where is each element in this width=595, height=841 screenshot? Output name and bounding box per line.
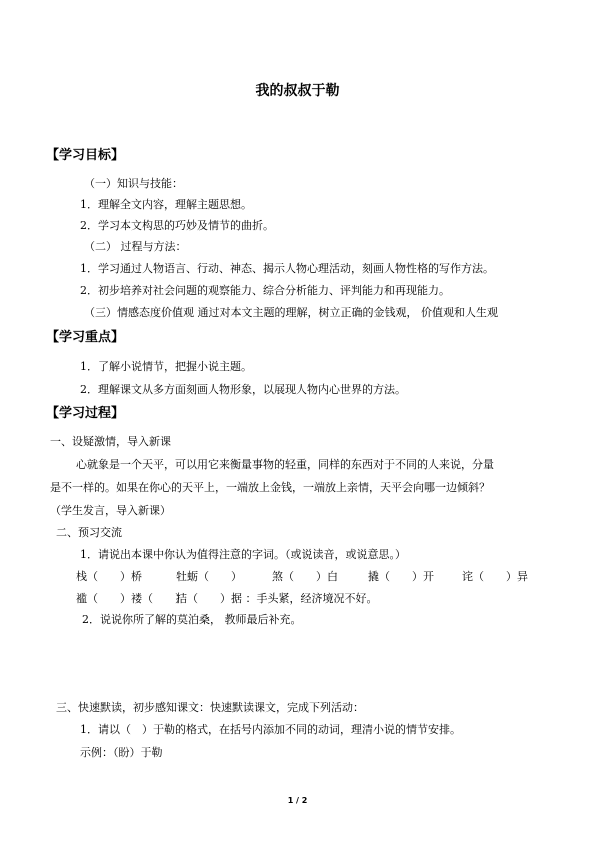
goals-heading: 【学习目标】 xyxy=(46,148,125,163)
page-number: 1 / 2 xyxy=(287,796,308,805)
vocab-item: 栈（ ）桥 xyxy=(76,570,142,583)
vocab-row xyxy=(76,570,556,584)
goals-item: （二） 过程与方法： xyxy=(84,240,187,253)
vocab-row xyxy=(76,592,556,606)
step-heading: 一、设疑激情，导入新课 xyxy=(50,435,171,448)
example: 示例：（盼）于勒 xyxy=(80,746,163,759)
goals-item: 2．初步培养对社会问题的观察能力、综合分析能力、评判能力和再现能力。 xyxy=(80,284,450,297)
vocab-item: 撬（ ）开 xyxy=(368,570,434,583)
step-heading: 三、快速默读，初步感知课文：快速默读课文，完成下列活动： xyxy=(56,701,364,714)
paragraph-line: 心就象是一个天平，可以用它来衡量事物的轻重，同样的东西对于不同的人来说，分量 xyxy=(76,458,494,471)
goals-item: 1．学习通过人物语言、行动、神态、揭示人物心理活动，刻画人物性格的写作方法。 xyxy=(80,262,494,275)
paragraph-line: （学生发言，导入新课） xyxy=(50,504,171,517)
focus-item: 1．了解小说情节，把握小说主题。 xyxy=(80,360,252,373)
goals-item: （三）情感态度价值观 通过对本文主题的理解，树立正确的金钱观， 价值观和人生观 xyxy=(84,306,498,319)
vocab-item: 牡蛎（ ） xyxy=(176,570,242,583)
goals-item: 2．学习本文构思的巧妙及情节的曲折。 xyxy=(80,219,274,232)
vocab-item: 煞（ ）白 xyxy=(272,570,338,583)
vocab-item: 褴（ ）褛（ ） xyxy=(76,592,186,605)
question: 1．请以（ ）于勒的格式，在括号内添加不同的动词，理清小说的情节安排。 xyxy=(80,723,461,736)
question: 2．说说你所了解的莫泊桑， 教师最后补充。 xyxy=(82,613,302,626)
focus-item: 2．理解课文从多方面刻画人物形象，以展现人物内心世界的方法。 xyxy=(80,383,406,396)
focus-heading: 【学习重点】 xyxy=(46,330,125,345)
page-title: 我的叔叔于勒 xyxy=(255,83,340,99)
step-heading: 二、预习交流 xyxy=(56,526,122,539)
process-heading: 【学习过程】 xyxy=(46,406,125,421)
goals-item: 1．理解全文内容，理解主题思想。 xyxy=(80,198,252,211)
goals-item: （一）知识与技能： xyxy=(84,177,183,190)
paragraph-line: 是不一样的。如果在你心的天平上，一端放上金钱，一端放上亲情，天平会向哪一边倾斜？ xyxy=(50,481,490,494)
question: 1．请说出本课中你认为值得注意的字词。（或说读音，或说意思。） xyxy=(80,548,406,561)
vocab-item: 拮（ ）据 ：手头紧，经济境况不好。 xyxy=(176,592,378,605)
vocab-item: 诧（ ）异 xyxy=(462,570,528,583)
